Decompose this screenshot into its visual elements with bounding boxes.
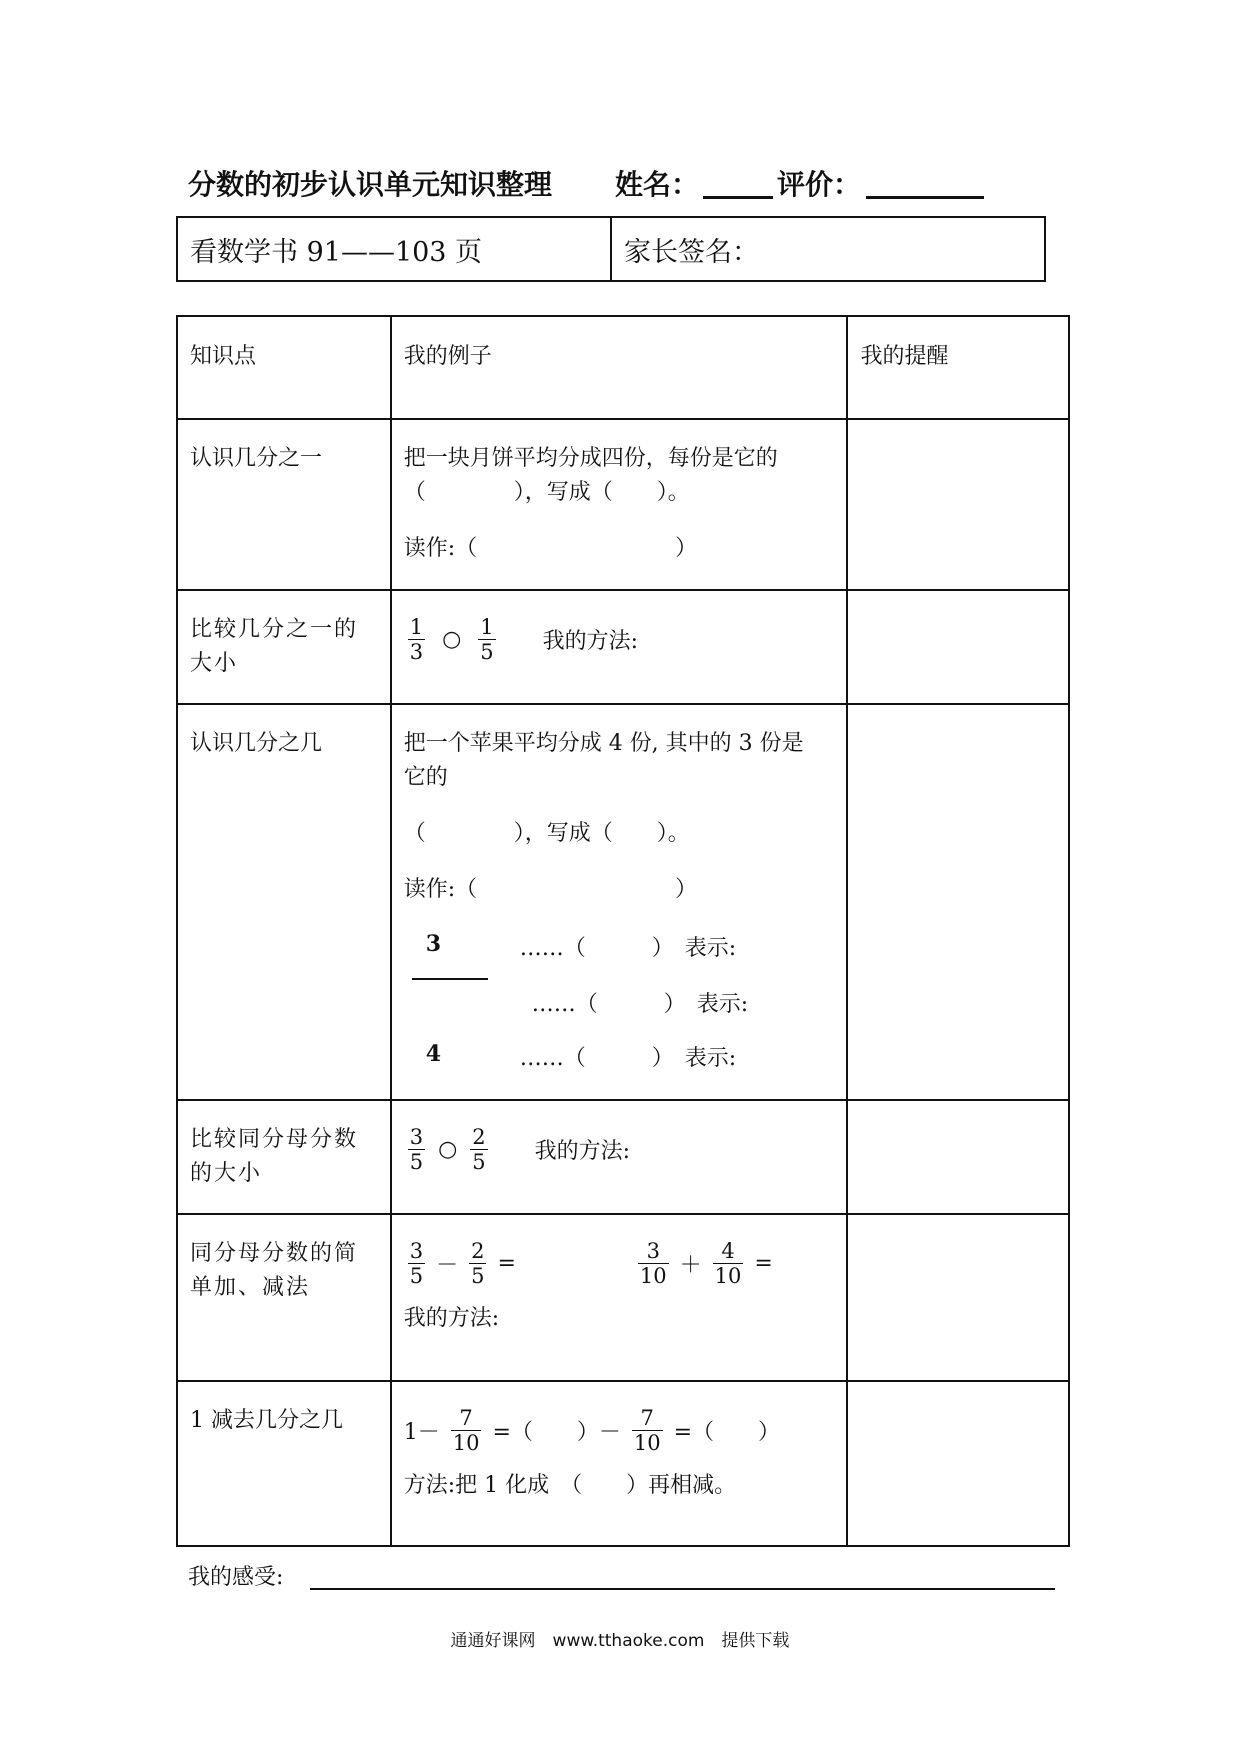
- fraction-denominator: 4: [425, 1041, 442, 1067]
- topic-cell: [177, 704, 391, 1100]
- name-blank[interactable]: [703, 196, 773, 199]
- example-line: （ ），写成（ ）。: [403, 480, 690, 505]
- table-row: [177, 1100, 1069, 1214]
- topic-text: 比较同分母分数的大小: [190, 1127, 359, 1186]
- equals-sign: =: [754, 1251, 773, 1276]
- topic-text: 1 减去几分之几: [190, 1408, 343, 1433]
- fraction: $\frac{2}{5}$: [471, 1239, 485, 1288]
- parent-signature-label: 家长签名：: [624, 237, 759, 268]
- method-label: 我的方法:: [534, 1139, 631, 1164]
- reminder-cell[interactable]: [847, 1381, 1069, 1546]
- table-row: [177, 1214, 1069, 1381]
- bar-explanation[interactable]: ……（ ） 表示:: [531, 992, 749, 1017]
- fraction-numerator: 3: [425, 931, 442, 957]
- page-title: 分数的初步认识单元知识整理: [188, 168, 553, 201]
- info-box-divider: [610, 216, 612, 282]
- fraction: $\frac{3}{5}$: [409, 1239, 424, 1288]
- example-cell[interactable]: [391, 1381, 848, 1546]
- topic-cell: [177, 1381, 391, 1546]
- topic-cell: [177, 1214, 391, 1381]
- topic-cell: [177, 590, 391, 704]
- minus-sign: －: [436, 1253, 459, 1278]
- example-cell[interactable]: [391, 590, 848, 704]
- table-header-row: [177, 316, 1069, 419]
- denominator-explanation[interactable]: ……（ ） 表示:: [519, 1046, 737, 1071]
- method-label: 我的方法:: [542, 629, 639, 654]
- equals-sign: =: [497, 1251, 516, 1276]
- evaluation-label: 评价：: [777, 168, 862, 201]
- equation-line: [404, 1239, 836, 1288]
- compare-circle[interactable]: ○: [438, 1137, 458, 1162]
- example-cell[interactable]: [391, 1100, 848, 1214]
- fraction: $\frac{7}{10}$: [452, 1406, 480, 1455]
- fraction: $\frac{1}{3}$: [409, 615, 424, 664]
- footer-text: 通通好课网 www.tthaoke.com 提供下载: [450, 1631, 790, 1651]
- read-book-text: 看数学书 91——103 页: [190, 237, 483, 268]
- reminder-cell[interactable]: [847, 590, 1069, 704]
- knowledge-table: [176, 315, 1070, 1547]
- example-cell[interactable]: [391, 704, 848, 1100]
- example-cell[interactable]: [391, 1214, 848, 1381]
- header-reminder: 我的提醒: [847, 316, 1069, 419]
- table-row: [177, 704, 1069, 1100]
- reminder-cell[interactable]: [847, 1214, 1069, 1381]
- fraction: $\frac{7}{10}$: [633, 1406, 661, 1455]
- compare-circle[interactable]: ○: [442, 627, 462, 652]
- topic-text: 比较几分之一的大小: [190, 617, 359, 676]
- one-minus: 1－: [403, 1420, 440, 1445]
- fraction: $\frac{2}{5}$: [472, 1125, 486, 1174]
- numerator-explanation[interactable]: ……（ ） 表示:: [519, 936, 737, 961]
- equation-answer[interactable]: =（ ）－: [492, 1420, 621, 1445]
- fraction-bar: [412, 978, 488, 980]
- fraction: $\frac{3}{5}$: [409, 1125, 424, 1174]
- reminder-cell[interactable]: [847, 1100, 1069, 1214]
- header-example: 我的例子: [391, 316, 848, 419]
- example-cell[interactable]: [391, 419, 848, 590]
- example-line: （ ），写成（ ）。: [403, 821, 690, 846]
- evaluation-blank[interactable]: [866, 196, 984, 199]
- example-line: 把一个苹果平均分成 4 份, 其中的 3 份是: [403, 731, 804, 756]
- fraction-parts: [404, 915, 836, 1085]
- topic-text: 认识几分之一: [190, 446, 323, 471]
- method-line: 方法:把 1 化成 （ ）再相减。: [403, 1473, 737, 1498]
- fraction: $\frac{3}{10}$: [639, 1239, 667, 1288]
- example-line: 把一块月饼平均分成四份，每份是它的: [403, 446, 778, 471]
- topic-text: 认识几分之几: [190, 731, 323, 756]
- fraction: $\frac{1}{5}$: [480, 615, 494, 664]
- equation-answer[interactable]: =（ ）: [673, 1420, 781, 1445]
- table-row: [177, 1381, 1069, 1546]
- reminder-cell[interactable]: [847, 419, 1069, 590]
- table-row: [177, 419, 1069, 590]
- example-line: 读作:（ ）: [403, 536, 698, 561]
- name-label: 姓名：: [615, 168, 700, 201]
- example-line: 读作:（ ）: [403, 877, 698, 902]
- topic-cell: [177, 419, 391, 590]
- reminder-cell[interactable]: [847, 704, 1069, 1100]
- example-line: 它的: [403, 765, 448, 790]
- topic-cell: [177, 1100, 391, 1214]
- header-topic: 知识点: [177, 316, 391, 419]
- equation-line: [404, 1406, 836, 1455]
- feeling-blank[interactable]: [310, 1588, 1055, 1590]
- table-row: [177, 590, 1069, 704]
- fraction: $\frac{4}{10}$: [714, 1239, 742, 1288]
- plus-sign: ＋: [679, 1253, 702, 1278]
- method-label: 我的方法:: [403, 1306, 500, 1331]
- topic-text: 同分母分数的简单加、减法: [190, 1241, 359, 1300]
- feeling-label: 我的感受:: [188, 1565, 284, 1590]
